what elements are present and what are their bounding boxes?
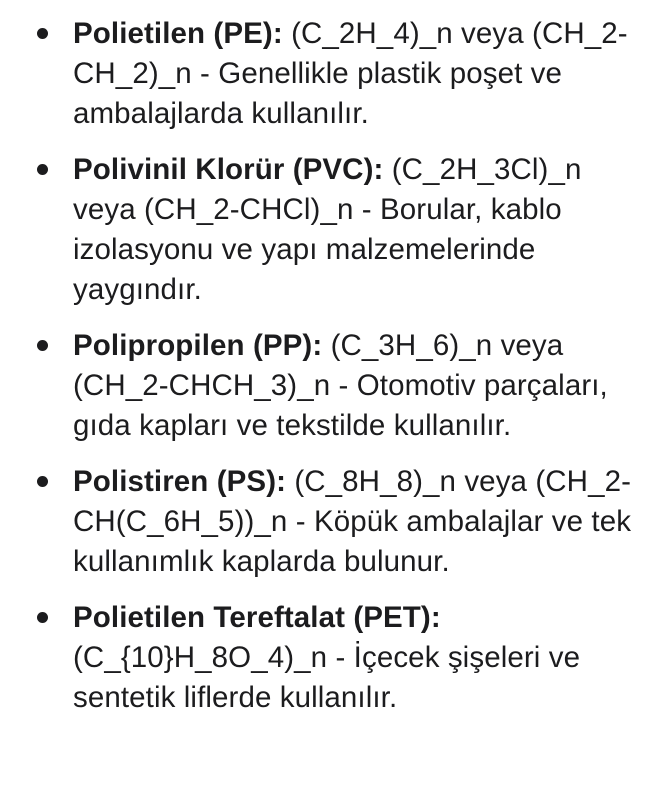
list-item — [0, 150, 669, 310]
bullet-icon — [37, 612, 48, 623]
polymer-description: (C_8H_8)_n veya (CH_2-CH(C_6H_5))_n - Köpük ambalajlar ve tek kullanımlık kaplarda bulunur. — [73, 465, 632, 578]
polymer-list — [0, 14, 669, 734]
list-item — [0, 14, 669, 134]
polymer-description: (C_2H_4)_n veya (CH_2-CH_2)_n - Genellikle plastik poşet ve ambalajlarda kullanılır. — [73, 17, 628, 130]
list-item — [0, 598, 669, 718]
bullet-icon — [37, 340, 48, 351]
bullet-icon — [37, 164, 48, 175]
polymer-term: Polivinil Klorür (PVC): — [73, 153, 384, 186]
polymer-term: Polietilen Tereftalat (PET): — [73, 601, 441, 634]
polymer-term: Polipropilen (PP): — [73, 329, 323, 362]
polymer-term: Polistiren (PS): — [73, 465, 287, 498]
list-item — [0, 326, 669, 446]
polymer-term: Polietilen (PE): — [73, 17, 283, 50]
polymer-description: (C_3H_6)_n veya (CH_2-CHCH_3)_n - Otomotiv parçaları, gıda kapları ve tekstilde kullanılır. — [73, 329, 608, 442]
bullet-icon — [37, 476, 48, 487]
polymer-description: (C_{10}H_8O_4)_n - İçecek şişeleri ve sentetik liflerde kullanılır. — [73, 641, 581, 714]
polymer-description: (C_2H_3Cl)_n veya (CH_2-CHCl)_n - Borular, kablo izolasyonu ve yapı malzemelerinde yaygındır. — [73, 153, 582, 306]
bullet-icon — [37, 28, 48, 39]
list-item — [0, 462, 669, 582]
